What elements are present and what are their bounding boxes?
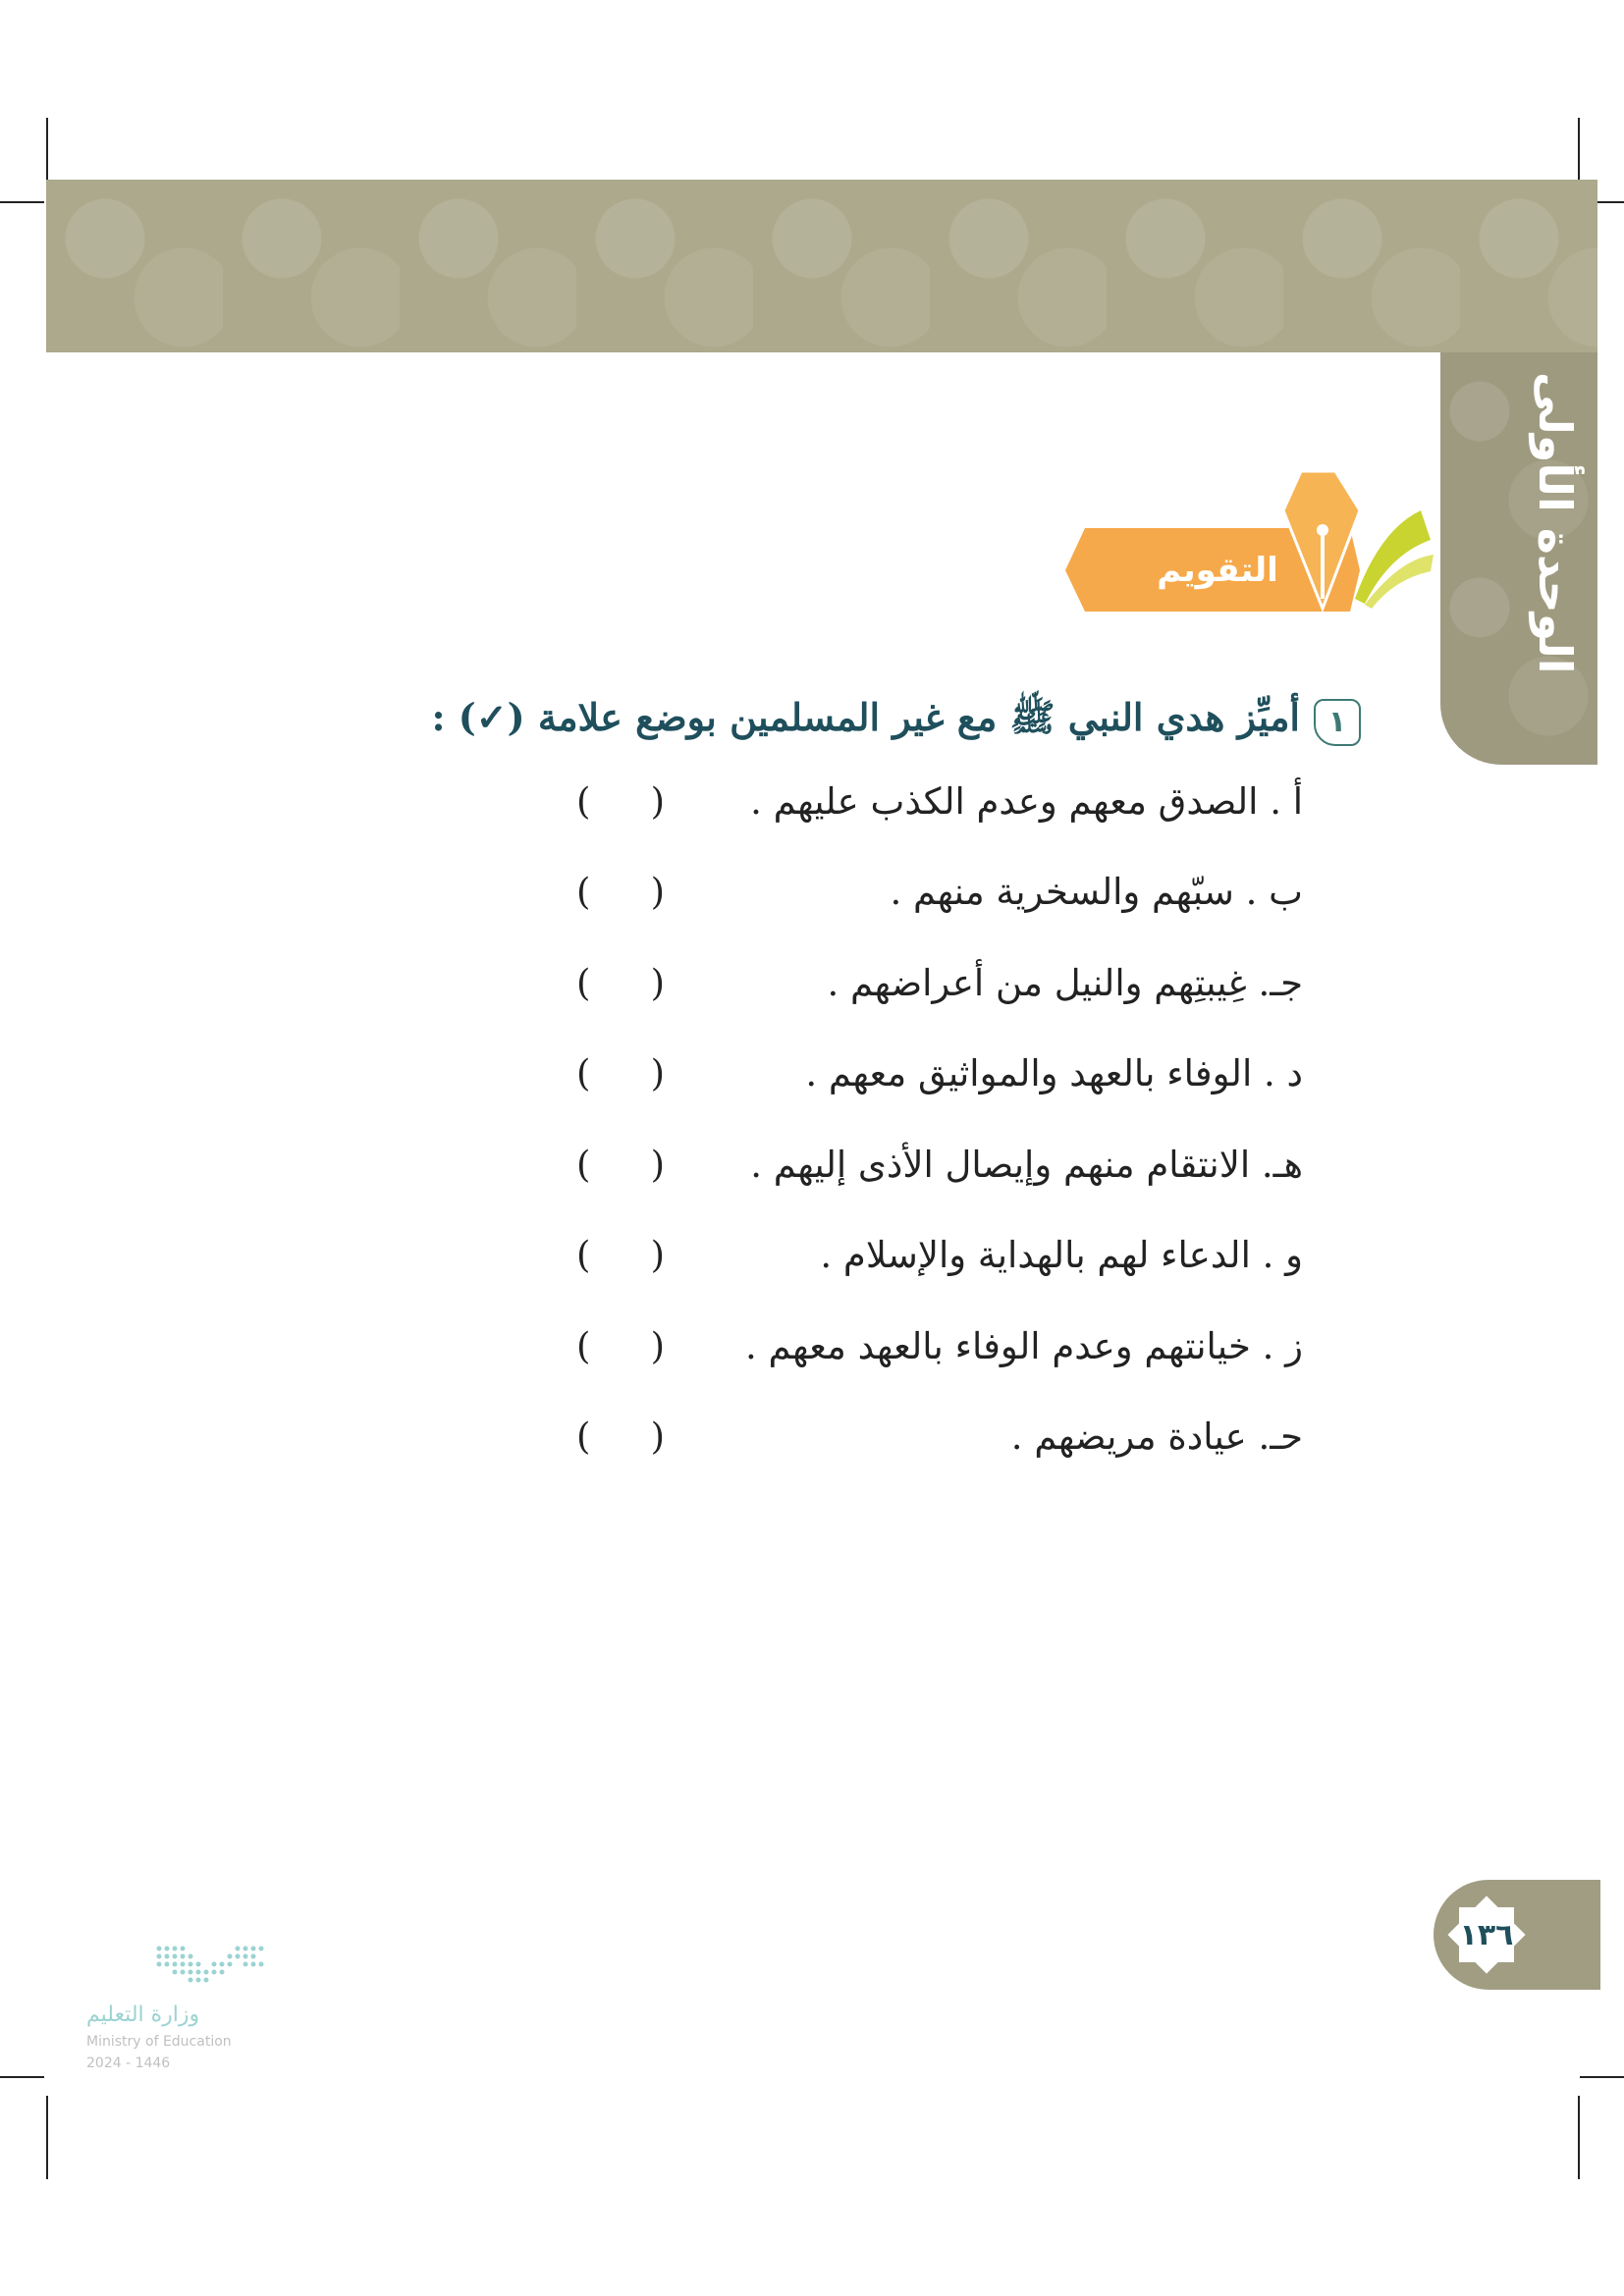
paren-open: ( [650,962,665,1004]
item-text: و . الدعاء لهم بالهداية والإسلام . [820,1234,1303,1276]
answer-box[interactable] [576,780,665,823]
unit-side-tab [1440,352,1597,765]
ministry-year: 2024 - 1446 [86,2056,171,2071]
paren-close: ) [576,871,591,913]
answer-item [576,871,1303,930]
paren-close: ) [576,1415,591,1458]
answer-item [576,1325,1303,1384]
item-text: د . الوفاء بالعهد والمواثيق معهم . [805,1052,1303,1095]
question-text: أميِّز هدي النبي ﷺ مع غير المسلمين بوضع علامة (✓) : [431,695,1300,739]
paren-close: ) [576,780,591,823]
answer-item [576,1234,1303,1293]
item-text: ب . سبّهم والسخرية منهم . [890,871,1303,913]
answer-item [576,780,1303,839]
crop-mark [0,201,44,203]
paren-open: ( [650,1144,665,1186]
page-number-badge [1434,1880,1600,1990]
paren-close: ) [576,1052,591,1095]
question-number: ١ [1314,699,1361,746]
answer-box[interactable] [576,962,665,1004]
answer-item [576,1144,1303,1202]
answer-item [576,1415,1303,1474]
ministry-name-en: Ministry of Education [86,2034,232,2050]
item-text: جـ. غِيبتِهم والنيل من أعراضهم . [827,962,1303,1004]
answer-item [576,962,1303,1021]
evaluation-label: التقويم [1157,551,1278,590]
paren-close: ) [576,1325,591,1367]
answer-item [576,1052,1303,1111]
question-prompt [379,695,1361,749]
paren-open: ( [650,1234,665,1276]
answer-box[interactable] [576,1052,665,1095]
crop-mark [1580,2076,1624,2078]
unit-title: الوحدة الأولى [1529,372,1582,674]
evaluation-badge [1065,471,1434,614]
item-text: هـ. الانتقام منهم وإيصال الأذى إليهم . [750,1144,1303,1186]
paren-open: ( [650,1325,665,1367]
crop-mark [1578,2096,1580,2179]
answer-box[interactable] [576,1325,665,1367]
answer-box[interactable] [576,871,665,913]
paren-close: ) [576,962,591,1004]
ministry-name-ar: وزارة التعليم [86,2002,200,2027]
answer-box[interactable] [576,1415,665,1458]
paren-close: ) [576,1234,591,1276]
crop-mark [0,2076,44,2078]
item-text: أ . الصدق معهم وعدم الكذب عليهم . [750,780,1303,823]
paren-close: ) [576,1144,591,1186]
page-number: ١٣٦ [1459,1917,1514,1952]
answer-box[interactable] [576,1234,665,1276]
item-text: حـ. عيادة مريضهم . [1010,1415,1303,1458]
header-band [46,180,1597,352]
paren-open: ( [650,1052,665,1095]
paren-open: ( [650,871,665,913]
item-text: ز . خيانتهم وعدم الوفاء بالعهد معهم . [745,1325,1303,1367]
crop-mark [46,2096,48,2179]
paren-open: ( [650,780,665,823]
answer-box[interactable] [576,1144,665,1186]
paren-open: ( [650,1415,665,1458]
